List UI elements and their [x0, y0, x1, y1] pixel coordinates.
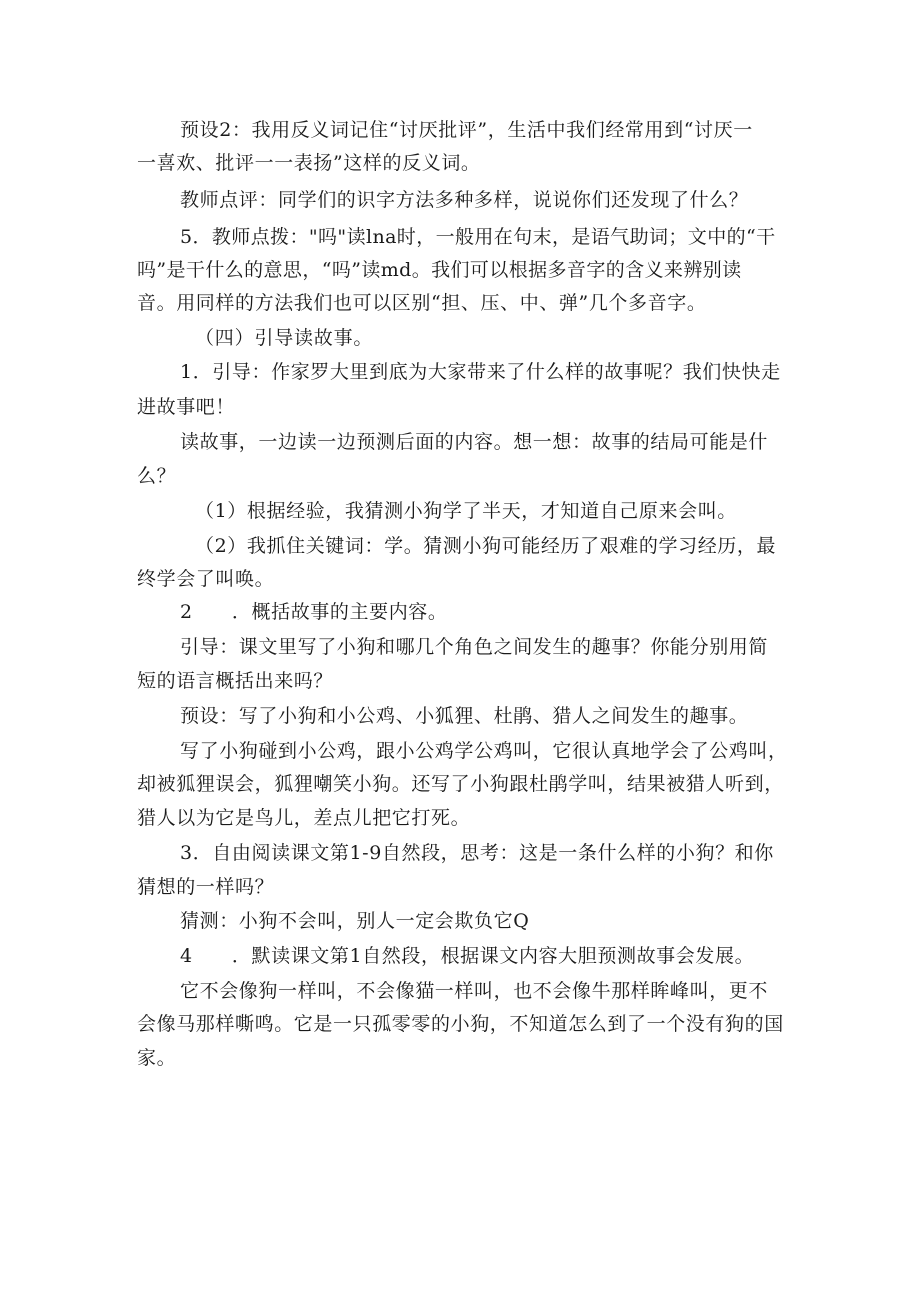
text-line: 会像马那样嘶鸣。它是一只孤零零的小狗，不知道怎么到了一个没有狗的国 — [137, 1013, 784, 1035]
text-line: 1．引导：作家罗大里到底为大家带来了什么样的故事呢？我们快快走 — [180, 361, 781, 383]
text-line: 读故事，一边读一边预测后面的内容。想一想：故事的结局可能是什 — [180, 431, 769, 453]
text-line: 引导：课文里写了小狗和哪几个角色之间发生的趣事？你能分别用简 — [180, 636, 769, 658]
text-line: 预设2：我用反义词记住“讨厌批评”，生活中我们经常用到“讨厌一 — [180, 119, 753, 141]
text-line: 家。 — [137, 1047, 177, 1069]
text-line: 音。用同样的方法我们也可以区别“担、压、中、弹”几个多音字。 — [137, 292, 707, 314]
text-line: 么？ — [137, 465, 177, 487]
text-line: （2）我抓住关键词：学。猜测小狗可能经历了艰难的学习经历，最 — [195, 535, 777, 557]
text-line: 3．自由阅读课文第1-9自然段，思考：这是一条什么样的小狗？和你 — [180, 842, 774, 864]
text-line: 一喜欢、批评一一表扬”这样的反义词。 — [137, 152, 481, 174]
text-line: （1）根据经验，我猜测小狗学了半天，才知道自己原来会叫。 — [195, 500, 737, 522]
text-line: 猜想的一样吗？ — [137, 876, 275, 898]
section-heading: （四）引导读故事。 — [195, 327, 374, 349]
text-line: 4 ．默读课文第1自然段，根据课文内容大胆预测故事会发展。 — [180, 945, 755, 967]
text-line: 猜测：小狗不会叫，别人一定会欺负它Q — [180, 910, 530, 932]
text-line: 它不会像狗一样叫，不会像猫一样叫，也不会像牛那样眸峰叫，更不 — [180, 980, 769, 1002]
text-line: 短的语言概括出来吗？ — [137, 670, 334, 692]
text-line: 写了小狗碰到小公鸡，跟小公鸡学公鸡叫，它很认真地学会了公鸡叫， — [180, 740, 788, 762]
text-line: 猎人以为它是鸟儿，差点儿把它打死。 — [137, 807, 471, 829]
text-line: 预设：写了小狗和小公鸡、小狐狸、杜鹃、猎人之间发生的趣事。 — [180, 705, 749, 727]
text-line: 吗”是干什么的意思，“吗”读md。我们可以根据多音字的含义来辨别读 — [137, 259, 742, 281]
text-line: 5．教师点拨："吗"读lna时，一般用在句末，是语气助词；文中的“干 — [180, 226, 776, 248]
text-line: 教师点评：同学们的识字方法多种多样，说说你们还发现了什么？ — [180, 189, 749, 211]
text-line: 终学会了叫唤。 — [137, 568, 275, 590]
text-line: 进故事吧！ — [137, 396, 236, 418]
text-line: 却被狐狸误会，狐狸嘲笑小狗。还写了小狗跟杜鹃学叫，结果被猎人听到， — [137, 773, 784, 795]
text-line: 2 ．概括故事的主要内容。 — [180, 601, 448, 623]
